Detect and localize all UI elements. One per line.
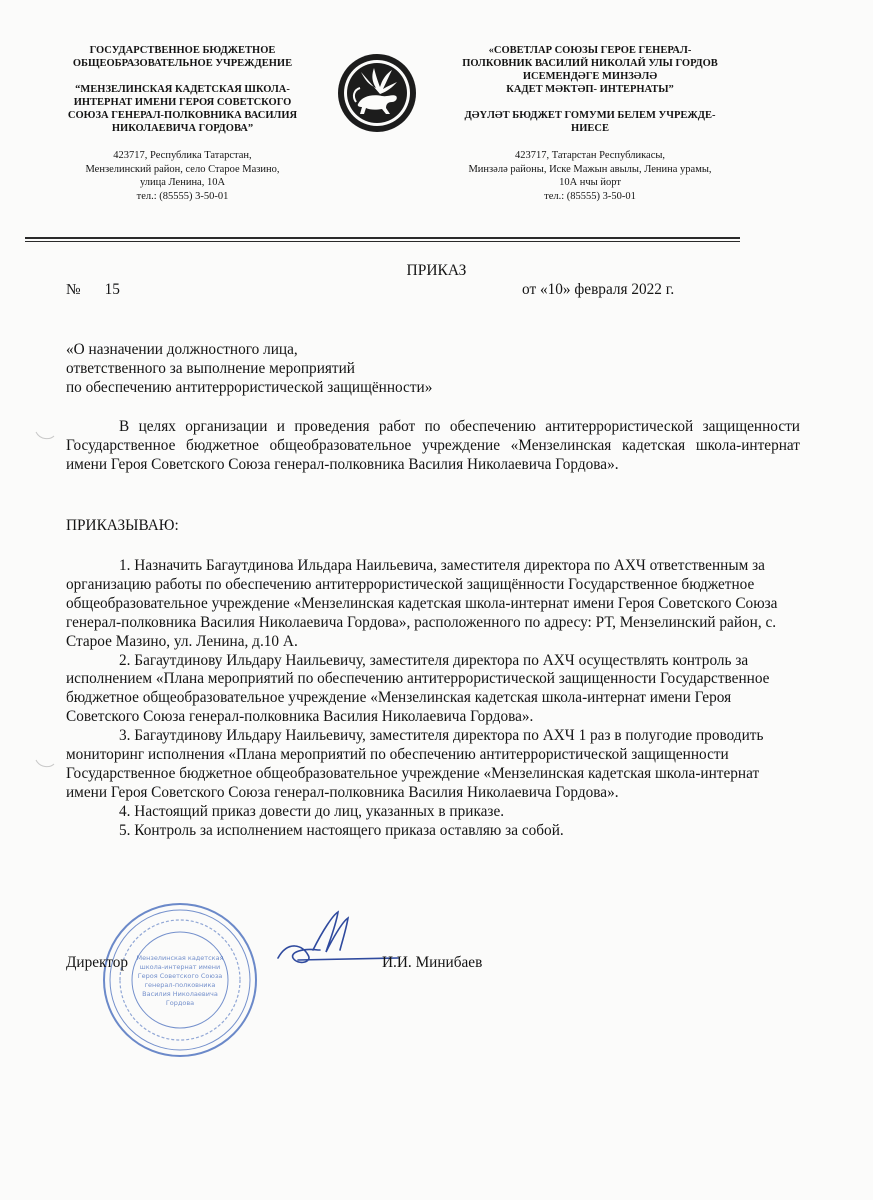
subject-line: ответственного за выполнение мероприятий — [66, 359, 355, 377]
address-line: улица Ленина, 10А — [139, 177, 226, 188]
order-item: 3. Багаутдинову Ильдару Наильевичу, заместителя директора по АХЧ 1 раз в полугодие проводить мониторинг исполнения «Плана мероприятий по обеспечению антитеррористической защищенности Государственное бюджетное общеобразовательное учреждение «Мензелинская кадетская школа-интернат имени Героя Советского Союза генерал-полковника Василия Николаевича Гордова». — [66, 727, 764, 801]
document-title: ПРИКАЗ — [406, 262, 467, 279]
header-left-block — [40, 44, 325, 203]
org-name-line: ПОЛКОВНИК ВАСИЛИЙ НИКОЛАЙ УЛЫ ГОРДОВ — [462, 58, 718, 69]
org-name-line: “МЕНЗЕЛИНСКАЯ КАДЕТСКАЯ ШКОЛА- — [75, 84, 290, 95]
address-line: 423717, Татарстан Республикасы, — [514, 150, 666, 161]
org-type-line: ОБЩЕОБРАЗОВАТЕЛЬНОЕ УЧРЕЖДЕНИЕ — [72, 58, 293, 69]
order-item: 5. Контроль за исполнением настоящего приказа оставляю за собой. — [119, 821, 564, 839]
org-type-line: ГОСУДАРСТВЕННОЕ БЮДЖЕТНОЕ — [89, 45, 276, 56]
org-type-line: ДӘҮЛӘТ БЮДЖЕТ ГОМУМИ БЕЛЕМ УЧРЕЖДЕ- — [464, 110, 716, 121]
org-name-line: ИСЕМЕНДӘГЕ МИНЗӘЛӘ — [522, 71, 658, 82]
address-line: 423717, Республика Татарстан, — [113, 150, 252, 161]
tatarstan-emblem-icon — [336, 52, 418, 134]
order-keyword: ПРИКАЗЫВАЮ: — [66, 517, 179, 534]
phone-line: тел.: (85555) 3-50-01 — [136, 190, 229, 202]
svg-text:школа-интернат имени: школа-интернат имени — [139, 963, 221, 971]
address-line: 10А нчы йорт — [559, 177, 621, 188]
svg-text:генерал-полковника: генерал-полковника — [144, 981, 216, 989]
svg-text:Героя Советского Союза: Героя Советского Союза — [137, 972, 223, 980]
svg-text:Василия Николаевича: Василия Николаевича — [142, 990, 218, 998]
punch-mark-icon — [34, 428, 56, 442]
signature-name: И.И. Минибаев — [382, 954, 483, 971]
header-divider — [25, 237, 740, 239]
order-subject — [66, 341, 586, 398]
order-item: 4. Настоящий приказ довести до лиц, указанных в приказе. — [119, 802, 505, 820]
org-type-line: НИЕСЕ — [571, 123, 609, 134]
header-right-block — [440, 44, 740, 203]
official-stamp — [100, 900, 260, 1060]
org-name-line: КАДЕТ МӘКТӘП- ИНТЕРНАТЫ” — [506, 84, 674, 95]
intro-paragraph: В целях организации и проведения работ по обеспечению антитеррористической защищенности Государственное бюджетное общеобразовательное учреждение «Мензелинская кадетская школа-интернат имени Героя Советского Союза генерал-полковника Василия Николаевича Гордова». — [66, 418, 800, 473]
org-name-line: «СОВЕТЛАР СОЮЗЫ ГЕРОЕ ГЕНЕРАЛ- — [488, 45, 692, 56]
address-line: Минзәлә районы, Иске Мажын авылы, Ленина урамы, — [468, 163, 712, 175]
number-label: № — [66, 281, 81, 298]
signature-title: Директор — [66, 954, 129, 971]
order-date: от «10» февраля 2022 г. — [522, 281, 675, 298]
org-name-line: СОЮЗА ГЕНЕРАЛ-ПОЛКОВНИКА ВАСИЛИЯ — [67, 110, 298, 121]
number-value: 15 — [104, 281, 120, 298]
org-name-line: ИНТЕРНАТ ИМЕНИ ГЕРОЯ СОВЕТСКОГО — [73, 97, 292, 108]
header-divider — [25, 241, 740, 242]
svg-text:Гордова: Гордова — [165, 999, 195, 1007]
phone-line: тел.: (85555) 3-50-01 — [544, 190, 636, 202]
address-line: Мензелинский район, село Старое Мазино, — [85, 163, 280, 175]
order-number — [66, 281, 120, 300]
punch-mark-icon — [34, 756, 56, 770]
order-items — [66, 557, 800, 841]
order-item: 2. Багаутдинову Ильдару Наильевичу, заместителя директора по АХЧ осуществлять контроль за исполнением «Плана мероприятий по обеспечению антитеррористической защищенности Государственное бюджетное общеобразовательное учреждение «Мензелинская кадетская школа-интернат имени Героя Советского Союза генерал-полковника Василия Николаевича Гордова». — [66, 651, 770, 726]
order-item: 1. Назначить Багаутдинова Ильдара Наильевича, заместителя директора по АХЧ ответственным за организацию работы по обеспечению антитеррористической защищённости Государственное бюджетное общеобразовательное учреждение «Мензелинская кадетская школа-интернат имени Героя Советского Союза генерал-полковника Василия Николаевича Гордова», расположенного по адресу: РТ, Мензелинский район, с. Старое Мазино, ул. Ленина, д.10 А. — [66, 557, 778, 650]
subject-line: «О назначении должностного лица, — [66, 341, 298, 358]
subject-line: по обеспечению антитеррористической защищённости» — [66, 378, 433, 396]
org-name-line: НИКОЛАЕВИЧА ГОРДОВА” — [111, 123, 254, 134]
svg-text:Мензелинская кадетская: Мензелинская кадетская — [136, 954, 224, 962]
